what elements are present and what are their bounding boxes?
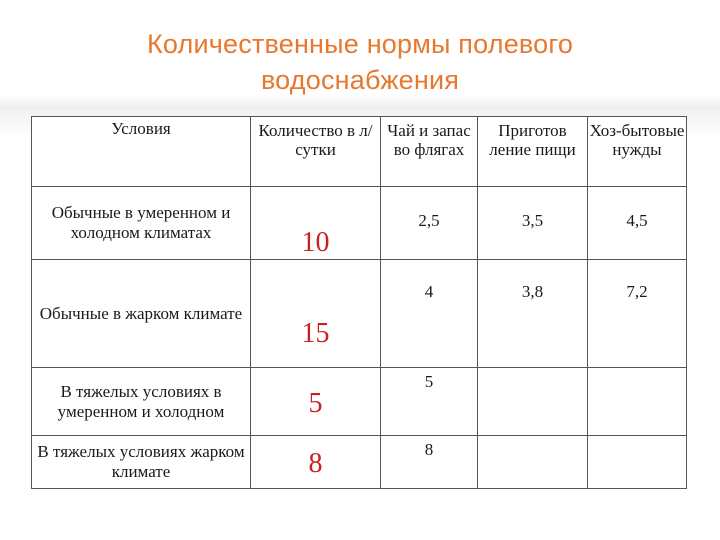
food-cell bbox=[478, 436, 588, 489]
title-line-2: водоснабжения bbox=[260, 65, 460, 95]
header-household: Хоз-бытовые нужды bbox=[588, 117, 687, 187]
quantity-cell: 5 bbox=[251, 368, 381, 436]
tea-cell: 4 bbox=[381, 260, 478, 368]
food-cell bbox=[478, 368, 588, 436]
table-row bbox=[32, 260, 687, 368]
tea-cell: 2,5 bbox=[381, 187, 478, 260]
page-title bbox=[0, 26, 720, 98]
header-conditions: Условия bbox=[32, 117, 251, 187]
table-header-row bbox=[32, 117, 687, 187]
household-cell: 4,5 bbox=[588, 187, 687, 260]
household-cell: 7,2 bbox=[588, 260, 687, 368]
table-row bbox=[32, 436, 687, 489]
header-quantity: Количество в л/сутки bbox=[251, 117, 381, 187]
quantity-cell: 15 bbox=[251, 260, 381, 368]
header-cooking: Приготов ление пищи bbox=[478, 117, 588, 187]
table-row bbox=[32, 187, 687, 260]
condition-cell: В тяжелых условиях в умеренном и холодном bbox=[32, 368, 251, 436]
table-row bbox=[32, 368, 687, 436]
water-norms-table bbox=[31, 116, 687, 489]
food-cell: 3,5 bbox=[478, 187, 588, 260]
condition-cell: Обычные в умеренном и холодном климатах bbox=[32, 187, 251, 260]
food-cell: 3,8 bbox=[478, 260, 588, 368]
condition-cell: Обычные в жарком климате bbox=[32, 260, 251, 368]
condition-cell: В тяжелых условиях жарком климате bbox=[32, 436, 251, 489]
quantity-cell: 10 bbox=[251, 187, 381, 260]
tea-cell: 8 bbox=[381, 436, 478, 489]
tea-cell: 5 bbox=[381, 368, 478, 436]
header-tea-flasks: Чай и запас во флягах bbox=[381, 117, 478, 187]
household-cell bbox=[588, 368, 687, 436]
quantity-cell: 8 bbox=[251, 436, 381, 489]
title-line-1: Количественные нормы полевого bbox=[146, 29, 574, 59]
household-cell bbox=[588, 436, 687, 489]
